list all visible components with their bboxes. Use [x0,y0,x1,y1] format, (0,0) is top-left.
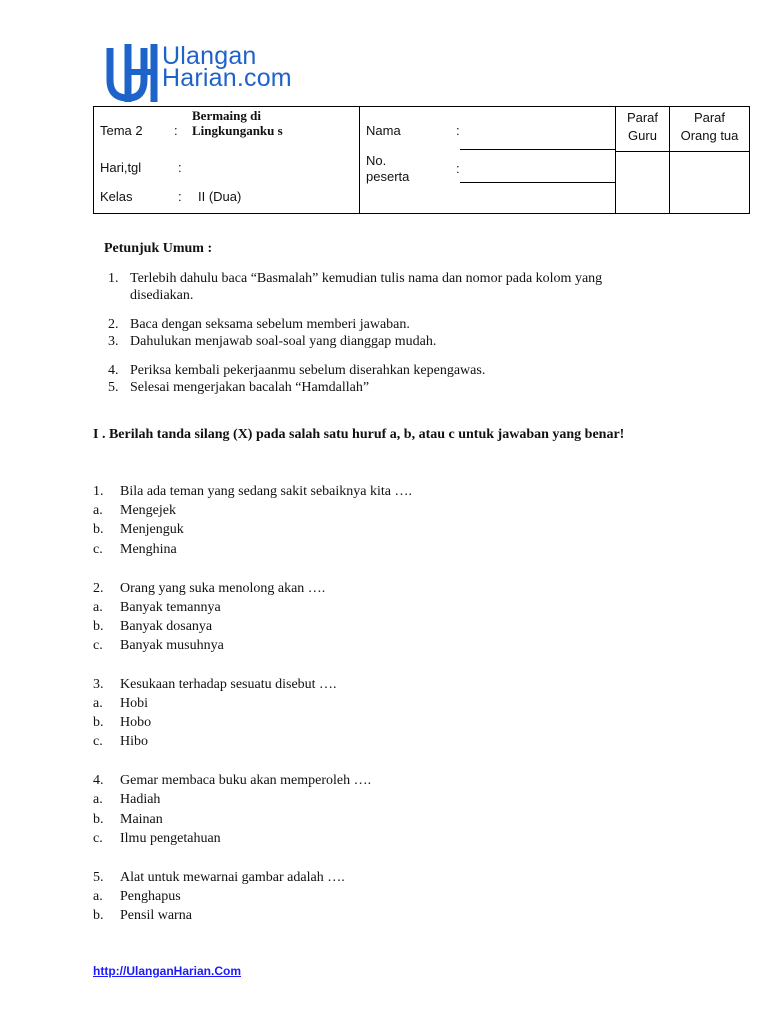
part1-title: I . Berilah tanda silang (X) pada salah satu huruf a, b, atau c untuk jawaban yang benar! [93,427,625,442]
option-text: Hobi [120,696,148,711]
option-letter: a. [93,889,103,904]
option-text: Penghapus [120,889,181,904]
instruction-text: Baca dengan seksama sebelum memberi jawaban. [130,317,410,332]
option-text: Pensil warna [120,908,192,923]
option-letter: c. [93,638,103,653]
question-number: 5. [93,870,104,885]
paraf-guru-box[interactable] [616,152,670,214]
option-text: Banyak musuhnya [120,638,224,653]
no-peserta-field-line[interactable] [460,182,616,183]
nama-colon: : [456,123,460,138]
logo-uh-icon [104,42,162,104]
option-text: Hadiah [120,792,161,807]
instruction-text: Terlebih dahulu baca “Basmalah” kemudian tulis nama dan nomor pada kolom yang disediakan. [130,271,603,303]
footer-site-link[interactable]: http://UlanganHarian.Com [93,964,242,978]
logo-text-line1: Ulangan [162,42,257,70]
question-text: Gemar membaca buku akan memperoleh …. [120,773,372,788]
option-text: Hobo [120,715,152,730]
paraf-guru-line2: Guru [628,128,657,143]
option-text: Menghina [120,542,177,557]
instruction-text: Dahulukan menjawab soal-soal yang dianggap mudah. [130,334,437,349]
question-number: 2. [93,581,104,596]
no-peserta-label-line2: peserta [366,168,410,184]
instruction-num: 3. [108,334,119,349]
option-text: Banyak temannya [120,600,221,615]
option-letter: b. [93,522,104,537]
question-text: Bila ada teman yang sedang sakit sebaiknya kita …. [120,484,412,499]
instruction-text: Periksa kembali pekerjaanmu sebelum diserahkan kepengawas. [130,363,486,378]
paraf-guru-line1: Paraf [626,110,659,125]
tema-label: Tema 2 [100,123,143,138]
nama-label: Nama [366,123,401,138]
question-number: 3. [93,677,104,692]
option-letter: b. [93,812,104,827]
paraf-ortu-line2: Orang tua [680,128,739,143]
hari-colon: : [178,160,182,175]
identity-table [93,106,750,214]
no-peserta-colon: : [456,160,460,176]
instruction-num: 2. [108,317,119,332]
option-text: Mainan [120,812,163,827]
option-letter: a. [93,503,103,518]
instruction-num: 1. [108,271,119,286]
tema-value-line2: Lingkunganku s [192,123,283,138]
instruction-num: 4. [108,363,119,378]
petunjuk-title: Petunjuk Umum : [104,241,213,256]
option-letter: a. [93,600,103,615]
question-number: 1. [93,484,104,499]
option-text: Ilmu pengetahuan [120,831,221,846]
paraf-ortu-line1: Paraf [693,110,726,125]
option-letter: c. [93,542,103,557]
option-letter: a. [93,696,103,711]
instruction-num: 5. [108,380,119,395]
question-text: Orang yang suka menolong akan …. [120,581,326,596]
kelas-value: II (Dua) [198,189,242,204]
no-peserta-label-line1: No. [366,152,387,168]
option-text: Banyak dosanya [120,619,213,634]
option-letter: a. [93,792,103,807]
question-text: Alat untuk mewarnai gambar adalah …. [120,870,345,885]
tema-colon: : [174,123,178,138]
option-letter: c. [93,831,103,846]
option-text: Mengejek [120,503,176,518]
option-letter: c. [93,734,103,749]
logo-text-line2: Harian.com [162,64,292,92]
option-text: Menjenguk [120,522,184,537]
option-text: Hibo [120,734,148,749]
kelas-colon: : [178,189,182,204]
instruction-text: Selesai mengerjakan bacalah “Hamdallah” [130,380,370,395]
paraf-ortu-box[interactable] [670,152,750,214]
question-text: Kesukaan terhadap sesuatu disebut …. [120,677,337,692]
question-number: 4. [93,773,104,788]
site-logo [104,42,334,104]
option-letter: b. [93,715,104,730]
option-letter: b. [93,619,104,634]
kelas-label: Kelas [100,189,133,204]
option-letter: b. [93,908,104,923]
hari-label: Hari,tgl [100,160,142,175]
nama-field-line[interactable] [460,149,616,150]
tema-value-line1: Bermaing di [192,108,261,123]
